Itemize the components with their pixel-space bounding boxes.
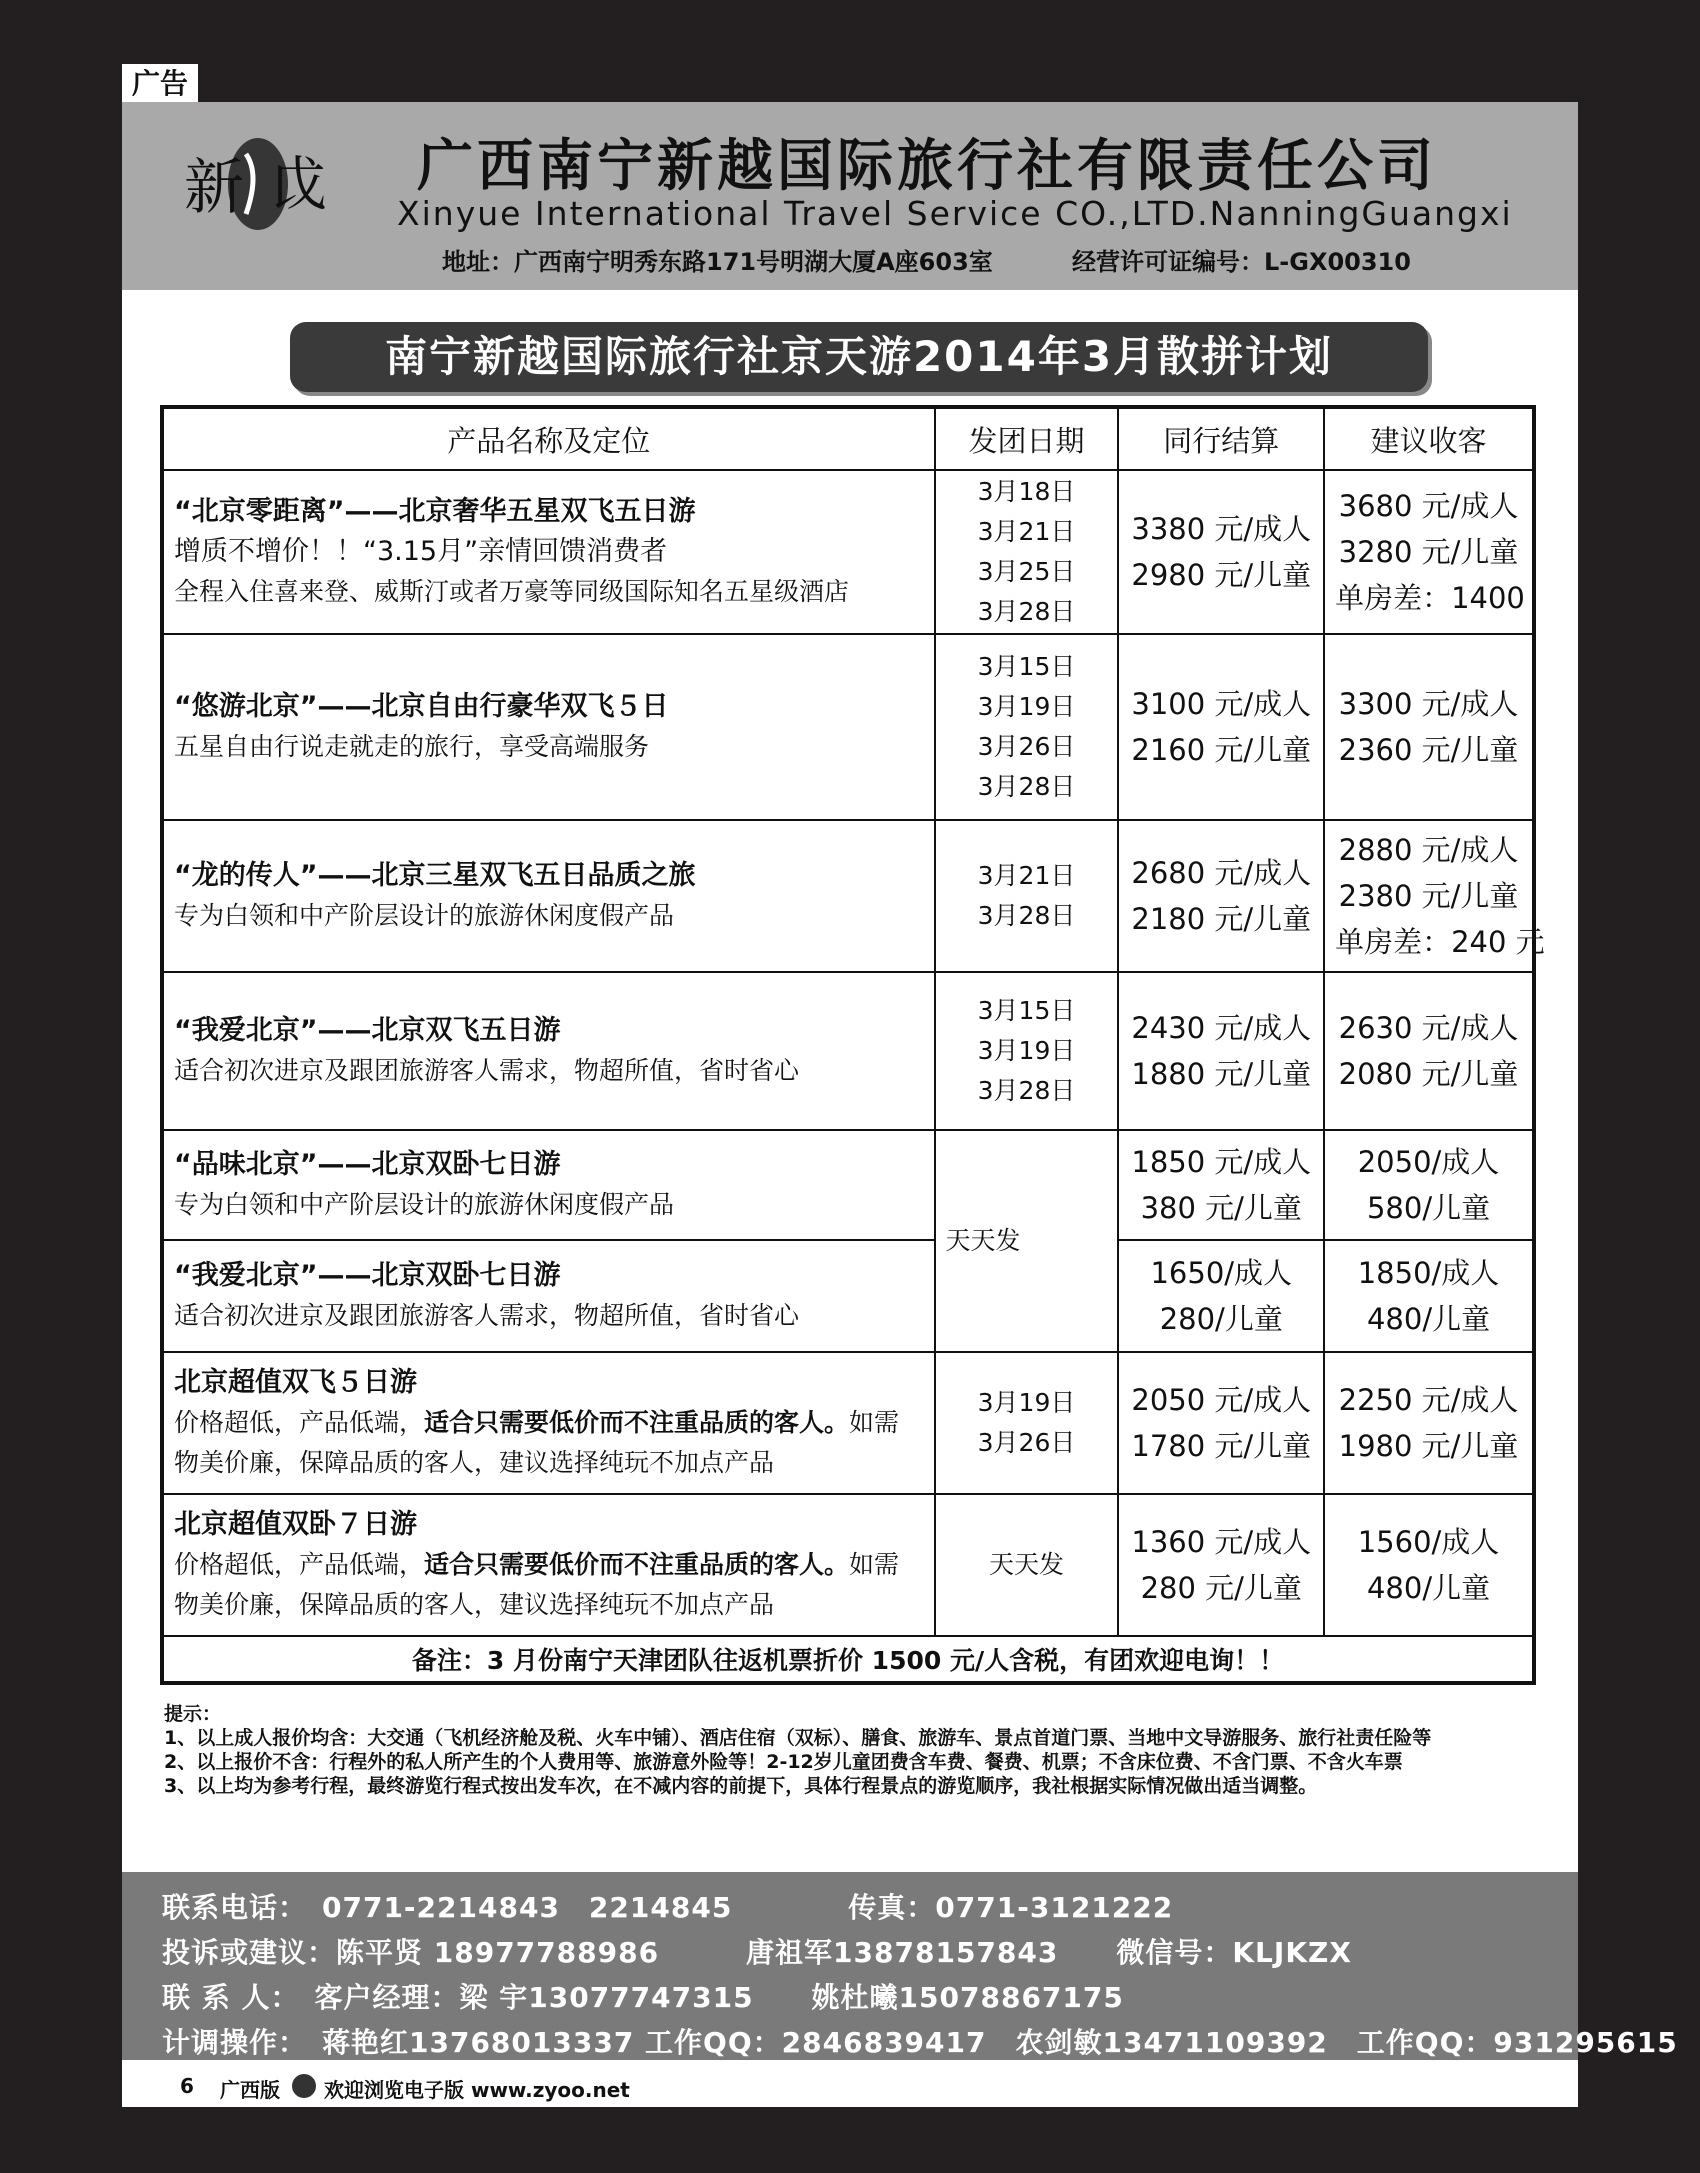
tips-heading: 提示： xyxy=(164,1703,222,1725)
price-adult: 3680 元/成人 xyxy=(1338,489,1519,523)
price-child: 280/儿童 xyxy=(1159,1302,1283,1336)
product-name: “悠游北京”——北京自由行豪华双飞５日 xyxy=(174,691,669,722)
site-link[interactable]: 欢迎浏览电子版 www.zyoo.net xyxy=(324,2078,630,2102)
contact-complaint: 投诉或建议：陈平贤 18977788986 唐祖军13878157843 微信号：KLJKZX xyxy=(162,1936,1352,1969)
date-item: 3月21日 xyxy=(977,861,1076,890)
table-row xyxy=(162,1494,1534,1636)
date-item: 3月26日 xyxy=(977,732,1076,761)
peer-price-cell xyxy=(1118,820,1324,972)
suggested-price-cell xyxy=(1324,634,1534,820)
license-number: 经营许可证编号：L-GX00310 xyxy=(1072,248,1411,276)
date-item: 3月19日 xyxy=(977,1388,1076,1417)
desc-emphasis: 适合只需要低价而不注重品质的客人。 xyxy=(424,1408,850,1437)
date-cell xyxy=(935,1494,1119,1636)
product-name: 北京超值双卧７日游 xyxy=(174,1509,417,1540)
tips-block xyxy=(164,1702,1544,1798)
ad-tag: 广告 xyxy=(122,64,198,104)
date-cell xyxy=(935,820,1119,972)
date-item: 3月28日 xyxy=(977,597,1076,626)
company-header xyxy=(122,102,1578,290)
header-suggested-price: 建议收客 xyxy=(1324,407,1534,470)
product-desc: 五星自由行说走就走的旅行，享受高端服务 xyxy=(174,732,650,761)
date-item: 3月28日 xyxy=(977,772,1076,801)
price-adult: 1560/成人 xyxy=(1357,1525,1500,1559)
price-child: 2980 元/儿童 xyxy=(1131,558,1312,592)
price-child: 2080 元/儿童 xyxy=(1338,1057,1519,1091)
table-row xyxy=(162,820,1534,972)
tip-item: 2、以上报价不含：行程外的私人所产生的个人费用等、旅游意外险等！2-12岁儿童团费含车费、餐费、机票；不含床位费、不含门票、不含火车票 xyxy=(164,1751,1403,1773)
table-note: 备注：3 月份南宁天津团队往返机票折价 1500 元/人含税，有团欢迎电询！！ xyxy=(162,1636,1534,1683)
product-name: “我爱北京”——北京双卧七日游 xyxy=(174,1260,561,1291)
date-item: 3月28日 xyxy=(977,1076,1076,1105)
page-footer xyxy=(122,2074,1578,2104)
svg-text:戉: 戉 xyxy=(270,150,329,218)
date-cell xyxy=(935,634,1119,820)
product-name: “我爱北京”——北京双飞五日游 xyxy=(174,1015,561,1046)
price-adult: 2680 元/成人 xyxy=(1131,856,1312,890)
contact-person: 联 系 人： 客户经理：梁 宇13077747315 姚杜曦15078867175 xyxy=(162,1981,1124,2014)
date-item: 3月19日 xyxy=(977,692,1076,721)
price-adult: 1360 元/成人 xyxy=(1131,1525,1312,1559)
date-item: 3月18日 xyxy=(977,477,1076,506)
single-room-supplement: 单房差：240 元 xyxy=(1335,925,1545,959)
product-desc: 适合初次进京及跟团旅游客人需求，物超所值，省时省心 xyxy=(174,1056,800,1085)
price-adult: 2430 元/成人 xyxy=(1131,1011,1312,1045)
product-desc: 专为白领和中产阶层设计的旅游休闲度假产品 xyxy=(174,901,675,930)
desc-part: 价格超低，产品低端， xyxy=(174,1408,425,1437)
suggested-price-cell xyxy=(1324,470,1534,634)
header-peer-price: 同行结算 xyxy=(1118,407,1324,470)
date-item: 3月25日 xyxy=(977,557,1076,586)
product-desc: 全程入住喜来登、威斯汀或者万豪等同级国际知名五星级酒店 xyxy=(174,577,850,606)
price-child: 2160 元/儿童 xyxy=(1131,733,1312,767)
single-room-supplement: 单房差：1400 xyxy=(1335,581,1525,615)
xinyue-logo xyxy=(180,124,330,244)
product-cell xyxy=(162,820,935,972)
company-name-en: Xinyue International Travel Service CO.,LTD.NanningGuangxi xyxy=(397,194,1513,233)
product-cell xyxy=(162,972,935,1130)
peer-price-cell xyxy=(1118,1130,1324,1240)
price-child: 280 元/儿童 xyxy=(1140,1571,1302,1605)
page-number: 6 xyxy=(180,2074,194,2098)
suggested-price-cell xyxy=(1324,1240,1534,1352)
product-name: “龙的传人”——北京三星双飞五日品质之旅 xyxy=(174,860,696,891)
table-row xyxy=(162,634,1534,820)
price-adult: 1850 元/成人 xyxy=(1131,1145,1312,1179)
peer-price-cell xyxy=(1118,1352,1324,1494)
product-desc: 适合初次进京及跟团旅游客人需求，物超所值，省时省心 xyxy=(174,1301,800,1330)
price-adult: 2050 元/成人 xyxy=(1131,1383,1312,1417)
price-child: 3280 元/儿童 xyxy=(1338,535,1519,569)
desc-part: 如需物美价廉，保障品质的客人，建议选择纯玩不加点产品 xyxy=(174,1550,900,1619)
plan-title: 南宁新越国际旅行社京天游2014年3月散拼计划 xyxy=(290,322,1428,392)
product-desc: 增质不增价！！“3.15月”亲情回馈消费者 xyxy=(174,536,668,567)
suggested-price-cell xyxy=(1324,972,1534,1130)
company-name-cn: 广西南宁新越国际旅行社有限责任公司 xyxy=(417,133,1437,199)
tip-item: 3、以上均为参考行程，最终游览行程式按出发车次，在不减内容的前提下，具体行程景点的游览顺序，我社根据实际情况做出适当调整。 xyxy=(164,1775,1318,1797)
suggested-price-cell xyxy=(1324,1352,1534,1494)
contact-block xyxy=(122,1872,1678,2060)
date-cell xyxy=(935,1352,1119,1494)
date-item: 3月28日 xyxy=(977,901,1076,930)
header-product: 产品名称及定位 xyxy=(162,407,935,470)
price-adult: 3300 元/成人 xyxy=(1338,687,1519,721)
product-name: 北京超值双飞５日游 xyxy=(174,1367,417,1398)
desc-part: 价格超低，产品低端， xyxy=(174,1550,425,1579)
suggested-price-cell xyxy=(1324,1130,1534,1240)
svg-text:新: 新 xyxy=(184,153,244,223)
table-row xyxy=(162,1130,1534,1240)
table-row xyxy=(162,1240,1534,1352)
product-cell xyxy=(162,1240,935,1352)
peer-price-cell xyxy=(1118,470,1324,634)
price-adult: 2050/成人 xyxy=(1357,1145,1500,1179)
peer-price-cell xyxy=(1118,972,1324,1130)
peer-price-cell xyxy=(1118,1240,1324,1352)
ad-page xyxy=(122,102,1678,2107)
price-child: 380 元/儿童 xyxy=(1140,1191,1302,1225)
suggested-price-cell xyxy=(1324,1494,1534,1636)
price-child: 1780 元/儿童 xyxy=(1131,1429,1312,1463)
date-item: 天天发 xyxy=(945,1226,1021,1255)
price-child: 480/儿童 xyxy=(1366,1571,1491,1605)
product-cell xyxy=(162,1494,935,1636)
price-adult: 2250 元/成人 xyxy=(1338,1383,1519,1417)
edition-label: 广西版 xyxy=(220,2078,280,2102)
price-adult: 2630 元/成人 xyxy=(1338,1011,1519,1045)
table-row xyxy=(162,972,1534,1130)
date-cell xyxy=(935,1130,1119,1352)
date-item: 3月19日 xyxy=(977,1036,1076,1065)
date-item: 天天发 xyxy=(989,1550,1065,1579)
date-item: 3月21日 xyxy=(977,517,1076,546)
product-name: “品味北京”——北京双卧七日游 xyxy=(174,1149,561,1180)
peer-price-cell xyxy=(1118,634,1324,820)
note-row xyxy=(162,1636,1534,1683)
price-child: 1980 元/儿童 xyxy=(1338,1429,1519,1463)
date-cell xyxy=(935,972,1119,1130)
company-address: 地址：广西南宁明秀东路171号明湖大厦A座603室 xyxy=(442,248,993,276)
price-adult: 1850/成人 xyxy=(1357,1256,1500,1290)
edition-logo-icon xyxy=(292,2074,316,2098)
product-cell xyxy=(162,1352,935,1494)
contact-phone: 联系电话： 0771-2214843 2214845 传真：0771-3121222 xyxy=(162,1891,1174,1924)
price-adult: 1650/成人 xyxy=(1150,1256,1293,1290)
desc-part: 如需物美价廉，保障品质的客人，建议选择纯玩不加点产品 xyxy=(174,1408,900,1477)
header-date: 发团日期 xyxy=(935,407,1119,470)
product-desc: 专为白领和中产阶层设计的旅游休闲度假产品 xyxy=(174,1190,675,1219)
desc-emphasis: 适合只需要低价而不注重品质的客人。 xyxy=(424,1550,850,1579)
date-item: 3月26日 xyxy=(977,1428,1076,1457)
price-child: 2180 元/儿童 xyxy=(1131,902,1312,936)
tip-item: 1、以上成人报价均含：大交通（飞机经济舱及税、火车中铺）、酒店住宿（双标）、膳食、旅游车、景点首道门票、当地中文导游服务、旅行社责任险等 xyxy=(164,1727,1432,1749)
contact-operations: 计调操作： 蒋艳红13768013337 工作QQ：2846839417 农剑敏13471109392 工作QQ：931295615 xyxy=(162,2026,1678,2059)
date-item: 3月15日 xyxy=(977,996,1076,1025)
product-cell xyxy=(162,470,935,634)
product-desc xyxy=(174,1403,924,1483)
product-cell xyxy=(162,1130,935,1240)
price-adult: 2880 元/成人 xyxy=(1338,833,1519,867)
table-row xyxy=(162,470,1534,634)
price-adult: 3380 元/成人 xyxy=(1131,512,1312,546)
product-cell xyxy=(162,634,935,820)
price-child: 2360 元/儿童 xyxy=(1338,733,1519,767)
date-item: 3月15日 xyxy=(977,652,1076,681)
price-adult: 3100 元/成人 xyxy=(1131,687,1312,721)
date-cell xyxy=(935,470,1119,634)
price-child: 2380 元/儿童 xyxy=(1338,879,1519,913)
product-desc xyxy=(174,1545,924,1625)
tour-plan-table xyxy=(160,405,1545,1685)
price-child: 1880 元/儿童 xyxy=(1131,1057,1312,1091)
table-row xyxy=(162,1352,1534,1494)
product-name: “北京零距离”——北京奢华五星双飞五日游 xyxy=(174,496,696,527)
price-child: 480/儿童 xyxy=(1366,1302,1491,1336)
peer-price-cell xyxy=(1118,1494,1324,1636)
suggested-price-cell xyxy=(1324,820,1545,972)
price-child: 580/儿童 xyxy=(1366,1191,1491,1225)
table-header-row xyxy=(162,407,1534,470)
